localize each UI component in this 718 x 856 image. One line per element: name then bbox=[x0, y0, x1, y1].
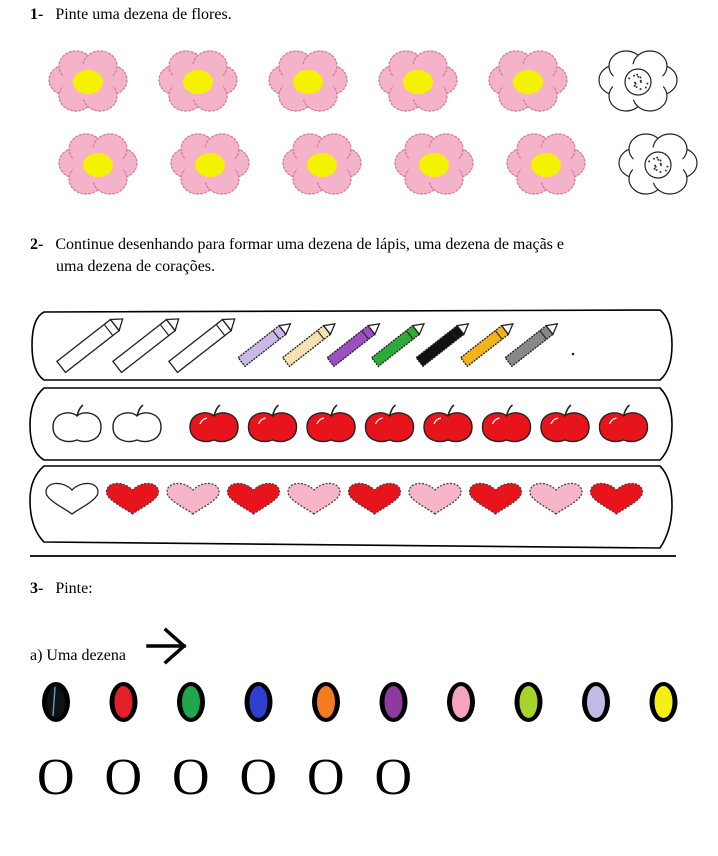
heart-colored bbox=[228, 483, 280, 514]
question-text-line2: uma dezena de corações. bbox=[56, 258, 216, 275]
flower-colored bbox=[395, 134, 473, 194]
flower-colored bbox=[283, 134, 361, 194]
arrow-right-icon bbox=[148, 630, 184, 662]
apple-colored bbox=[366, 405, 414, 441]
item-a-text: a) Uma dezena bbox=[30, 647, 126, 664]
flower-colored bbox=[49, 51, 127, 111]
colored-oval bbox=[447, 682, 475, 722]
flower-colored bbox=[507, 134, 585, 194]
question-text-line1: Continue desenhando para formar uma dezena de lápis, uma dezena de maçãs e bbox=[55, 236, 564, 253]
question-number: 2- bbox=[30, 236, 44, 253]
heart-colored bbox=[288, 483, 340, 514]
colored-oval bbox=[312, 682, 340, 722]
uncolored-oval-letter: O bbox=[172, 749, 210, 806]
heart-colored bbox=[591, 483, 643, 514]
apple-colored bbox=[541, 405, 589, 441]
apple-outline bbox=[113, 405, 161, 441]
flower-colored bbox=[379, 51, 457, 111]
flower-outline bbox=[619, 134, 697, 194]
heart-colored bbox=[530, 483, 582, 514]
question-number: 1- bbox=[30, 6, 44, 23]
heart-colored bbox=[349, 483, 401, 514]
apple-colored bbox=[190, 405, 238, 441]
apple-colored bbox=[600, 405, 648, 441]
flower-colored bbox=[59, 134, 137, 194]
flower-outline bbox=[599, 51, 677, 111]
question-text: Pinte uma dezena de flores. bbox=[55, 6, 232, 23]
pencil-outline bbox=[169, 313, 239, 372]
question-text: Pinte: bbox=[55, 580, 93, 597]
colored-oval bbox=[110, 682, 138, 722]
flower-colored bbox=[159, 51, 237, 111]
uncolored-oval-letter: O bbox=[104, 749, 143, 806]
colored-oval bbox=[42, 682, 70, 722]
pencil-colored bbox=[505, 320, 561, 367]
colored-oval bbox=[245, 682, 273, 722]
heart-colored bbox=[409, 483, 461, 514]
uncolored-oval-letter: O bbox=[239, 749, 278, 806]
colored-oval bbox=[177, 682, 205, 722]
flower-colored bbox=[269, 51, 347, 111]
apple-outline bbox=[53, 405, 101, 441]
apple-colored bbox=[249, 405, 297, 441]
apple-colored bbox=[307, 405, 355, 441]
heart-colored bbox=[167, 483, 219, 514]
uncolored-oval-letter: O bbox=[307, 749, 345, 806]
uncolored-oval-letter: O bbox=[374, 749, 413, 806]
question-number: 3- bbox=[30, 580, 44, 597]
heart-colored bbox=[107, 483, 159, 514]
dot-mark bbox=[572, 353, 575, 356]
colored-oval bbox=[582, 682, 610, 722]
heart-outline bbox=[46, 483, 98, 514]
colored-oval bbox=[515, 682, 543, 722]
flower-colored bbox=[489, 51, 567, 111]
flower-colored bbox=[171, 134, 249, 194]
colored-oval bbox=[380, 682, 408, 722]
apple-colored bbox=[424, 405, 472, 441]
heart-colored bbox=[470, 483, 522, 514]
uncolored-oval-letter: O bbox=[37, 749, 75, 806]
colored-oval bbox=[650, 682, 678, 722]
apple-colored bbox=[483, 405, 531, 441]
